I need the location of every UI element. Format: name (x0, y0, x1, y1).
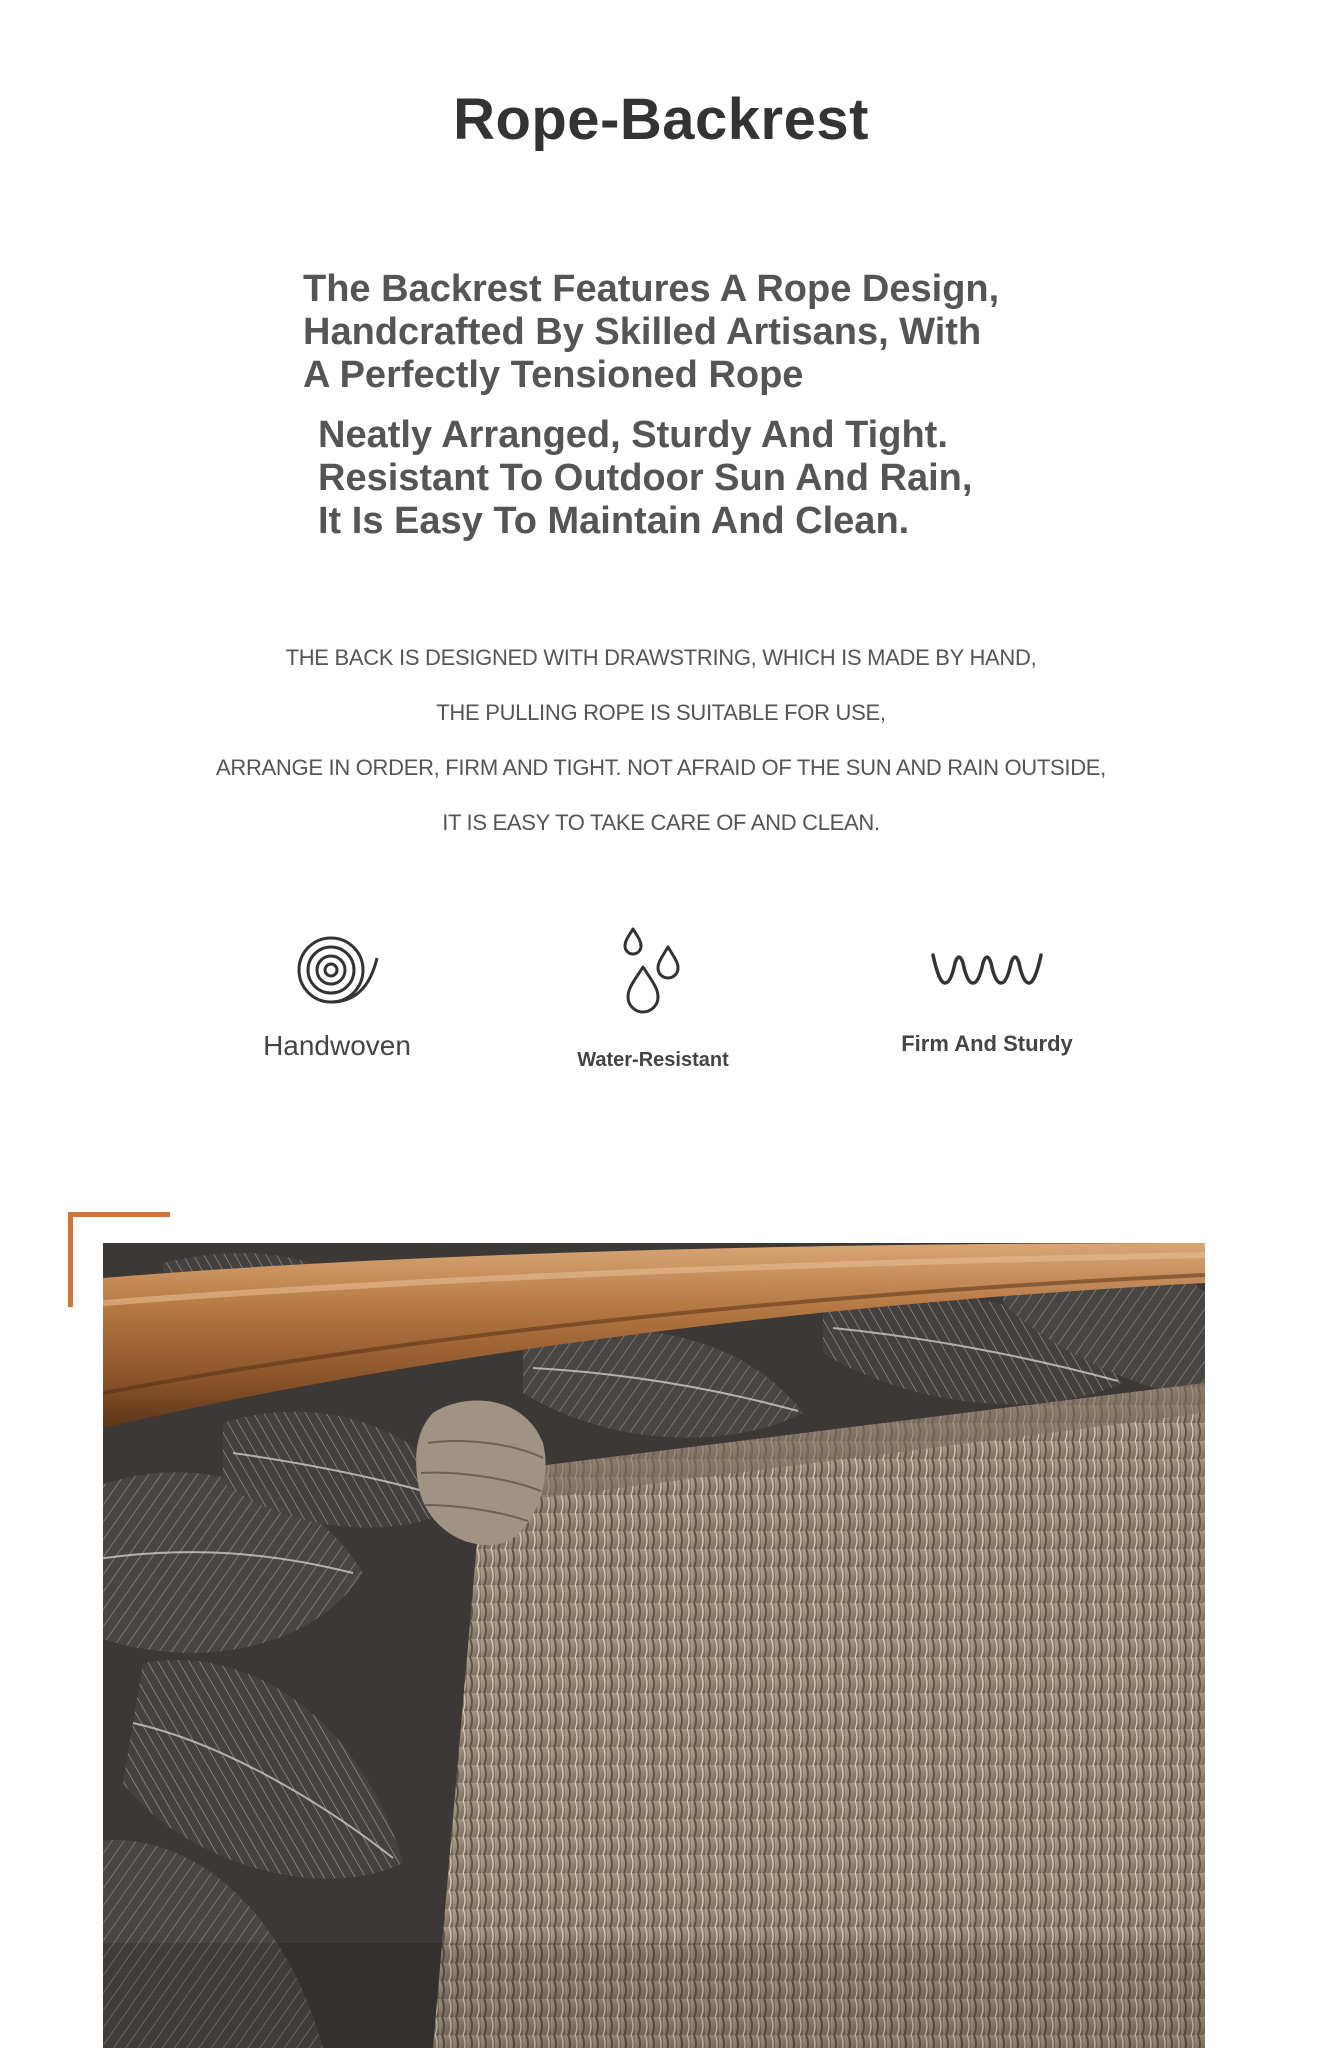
wave-icon (929, 945, 1045, 989)
description-line: Neatly Arranged, Sturdy And Tight. (318, 414, 948, 456)
caps-text-line: IT IS EASY TO TAKE CARE OF AND CLEAN. (442, 810, 880, 835)
description-line: A Perfectly Tensioned Rope (303, 354, 804, 396)
description-line: Resistant To Outdoor Sun And Rain, (318, 457, 973, 499)
rope-backrest-image (103, 1243, 1205, 2048)
feature-label: Water-Resistant (577, 1049, 729, 1071)
feature-description-1 (303, 268, 1063, 397)
coil-icon (289, 930, 385, 1010)
description-line: The Backrest Features A Rope Design, (303, 268, 1000, 310)
feature-label: Firm And Sturdy (901, 1031, 1073, 1056)
caps-text-line: ARRANGE IN ORDER, FIRM AND TIGHT. NOT AFRAID OF THE SUN AND RAIN OUTSIDE, (216, 755, 1106, 780)
product-photo (103, 1243, 1205, 2048)
water-drops-icon (618, 925, 688, 1019)
description-line: It Is Easy To Maintain And Clean. (318, 500, 910, 542)
feature-label: Handwoven (263, 1030, 411, 1061)
feature-description-2 (318, 414, 1078, 543)
feature-firm-sturdy (837, 945, 1137, 1057)
caps-text-line: THE BACK IS DESIGNED WITH DRAWSTRING, WHICH IS MADE BY HAND, (285, 645, 1037, 670)
caps-text-line: THE PULLING ROPE IS SUITABLE FOR USE, (436, 700, 886, 725)
feature-water-resistant (503, 925, 803, 1072)
description-line: Handcrafted By Skilled Artisans, With (303, 311, 982, 353)
page-title: Rope-Backrest (453, 87, 869, 152)
feature-handwoven (187, 930, 487, 1062)
